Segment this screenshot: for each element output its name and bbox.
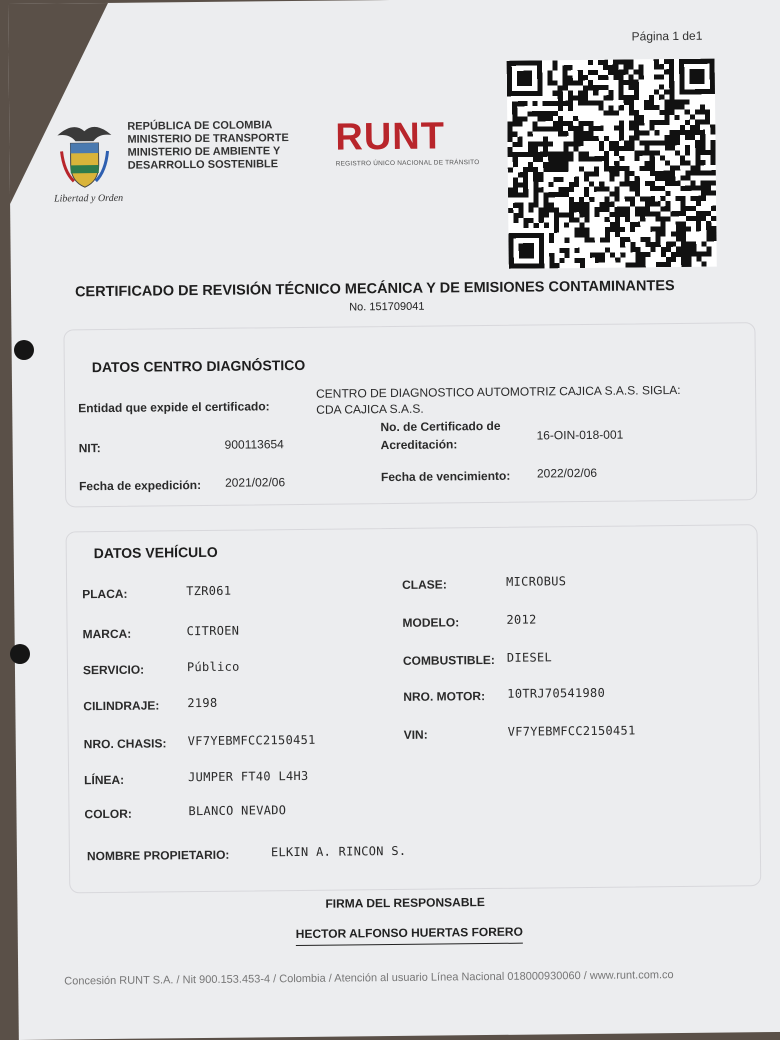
punch-hole bbox=[10, 644, 30, 664]
qr-code-icon bbox=[507, 59, 717, 269]
motor-value: 10TRJ70541980 bbox=[507, 685, 606, 701]
coat-of-arms-icon bbox=[53, 121, 116, 192]
issuer-value: CENTRO DE DIAGNOSTICO AUTOMOTRIZ CAJICA S.A.S. SIGLA: bbox=[316, 382, 681, 401]
document-title: CERTIFICADO DE REVISIÓN TÉCNICO MECÁNICA Y DE EMISIONES CONTAMINANTES bbox=[74, 278, 675, 301]
issue-date-label: Fecha de expedición: bbox=[78, 478, 202, 494]
diagnostic-center-heading: DATOS CENTRO DIAGNÓSTICO bbox=[91, 356, 306, 376]
runt-logo-subtitle: REGISTRO ÚNICO NACIONAL DE TRÁNSITO bbox=[335, 159, 480, 168]
clase-label: CLASE: bbox=[402, 577, 447, 592]
servicio-value: Público bbox=[186, 659, 240, 675]
expiry-date-value: 2022/02/06 bbox=[536, 465, 598, 481]
expiry-date-label: Fecha de vencimiento: bbox=[380, 468, 511, 485]
punch-hole bbox=[14, 340, 34, 360]
signature-name: HECTOR ALFONSO HUERTAS FORERO bbox=[296, 925, 523, 946]
servicio-label: SERVICIO: bbox=[82, 662, 145, 678]
motto: Libertad y Orden bbox=[53, 192, 124, 205]
vin-value: VF7YEBMFCC2150451 bbox=[507, 723, 636, 739]
chasis-label: NRO. CHASIS: bbox=[83, 736, 167, 752]
vin-label: VIN: bbox=[403, 727, 428, 742]
government-line: DESARROLLO SOSTENIBLE bbox=[127, 158, 279, 172]
color-label: COLOR: bbox=[84, 806, 132, 822]
signature-label: FIRMA DEL RESPONSABLE bbox=[325, 895, 485, 911]
certificate-number: No. 151709041 bbox=[349, 300, 425, 314]
linea-label: LÍNEA: bbox=[84, 772, 125, 788]
issuer-value-line2: CDA CAJICA S.A.S. bbox=[316, 401, 424, 417]
marca-label: MARCA: bbox=[82, 626, 132, 642]
linea-value: JUMPER FT40 L4H3 bbox=[188, 768, 309, 785]
owner-value: ELKIN A. RINCON S. bbox=[270, 843, 407, 860]
government-line: MINISTERIO DE AMBIENTE Y bbox=[127, 145, 281, 159]
vehicle-heading: DATOS VEHÍCULO bbox=[93, 543, 218, 562]
issue-date-value: 2021/02/06 bbox=[224, 475, 286, 490]
government-line: REPÚBLICA DE COLOMBIA bbox=[127, 119, 273, 133]
accreditation-label: No. de Certificado de bbox=[380, 418, 501, 435]
combustible-value: DIESEL bbox=[506, 650, 553, 665]
accreditation-label-line2: Acreditación: bbox=[380, 437, 458, 453]
runt-logo: RUNT bbox=[335, 115, 446, 159]
footer: Concesión RUNT S.A. / Nit 900.153.453-4 / Colombia / Atención al usuario Línea Nacional 018000930060 / www.runt.com.co bbox=[64, 969, 674, 988]
marca-value: CITROEN bbox=[186, 623, 240, 639]
clase-value: MICROBUS bbox=[506, 574, 567, 589]
combustible-label: COMBUSTIBLE: bbox=[402, 652, 495, 668]
government-line: MINISTERIO DE TRANSPORTE bbox=[127, 132, 289, 146]
placa-label: PLACA: bbox=[82, 586, 128, 602]
nit-value: 900113654 bbox=[224, 437, 284, 452]
motor-label: NRO. MOTOR: bbox=[403, 689, 486, 704]
cilindraje-value: 2198 bbox=[187, 695, 218, 711]
accreditation-value: 16-OIN-018-001 bbox=[536, 427, 624, 443]
owner-label: NOMBRE PROPIETARIO: bbox=[86, 847, 230, 864]
placa-value: TZR061 bbox=[186, 583, 232, 599]
modelo-label: MODELO: bbox=[402, 615, 460, 630]
modelo-value: 2012 bbox=[506, 612, 537, 627]
cilindraje-label: CILINDRAJE: bbox=[83, 698, 160, 714]
color-value: BLANCO NEVADO bbox=[188, 803, 287, 819]
nit-label: NIT: bbox=[78, 441, 101, 456]
certificate-page bbox=[8, 0, 780, 1040]
chasis-value: VF7YEBMFCC2150451 bbox=[187, 732, 316, 749]
government-header bbox=[127, 119, 289, 173]
page-number: Página 1 de1 bbox=[631, 28, 703, 44]
issuer-label: Entidad que expide el certificado: bbox=[78, 399, 270, 416]
